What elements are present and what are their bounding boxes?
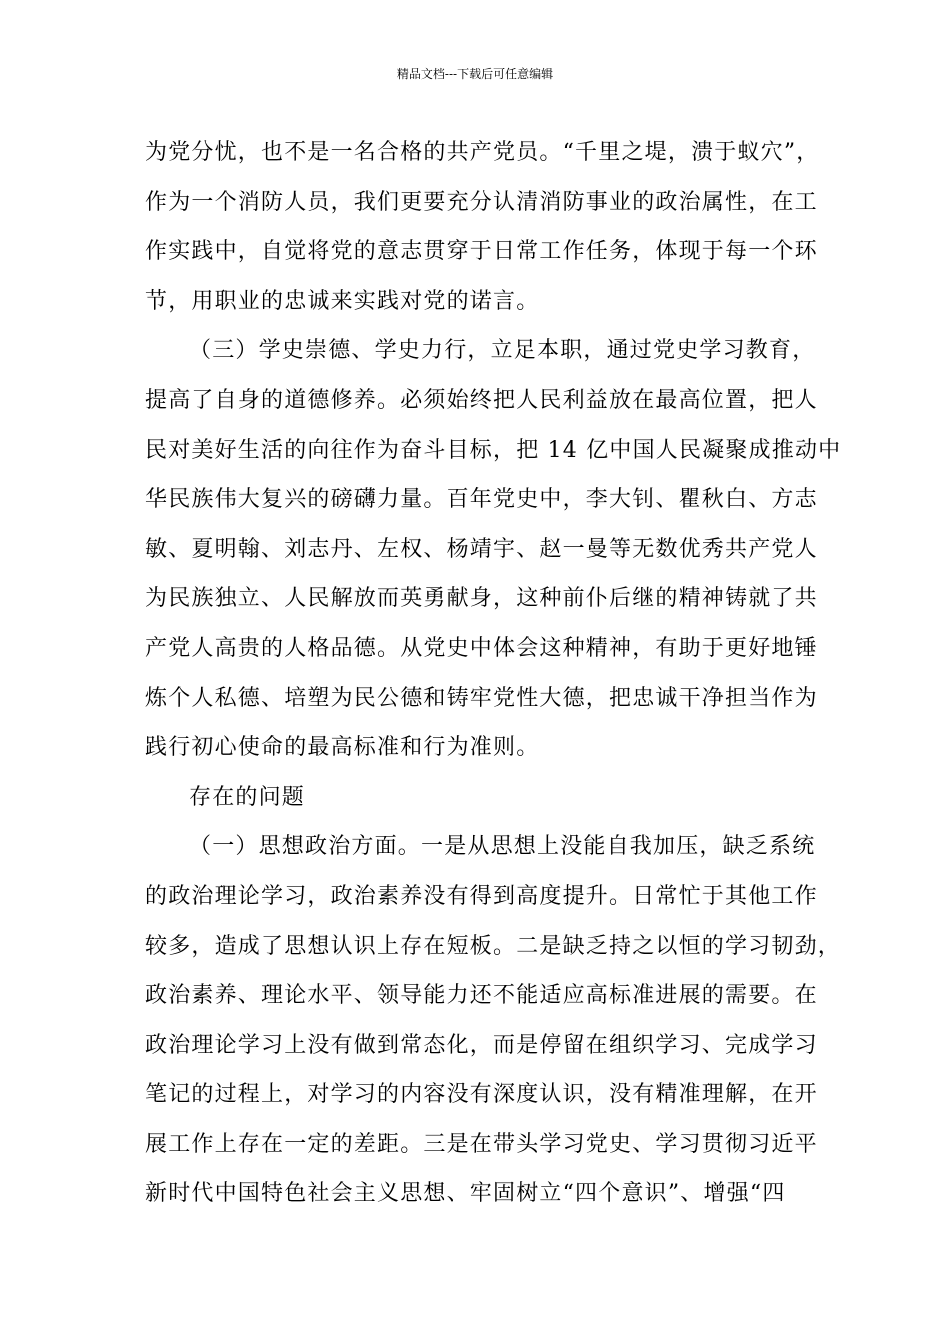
page-header: 精品文档---下载后可任意编辑 [396,67,554,81]
text-line: 较多，造成了思想认识上存在短板。二是缺乏持之以恒的学习韧劲， [145,933,842,959]
text-line: 作实践中，自觉将党的意志贯穿于日常工作任务，体现于每一个环 [145,239,818,265]
text-line: 政治理论学习上没有做到常态化，而是停留在组织学习、完成学习 [145,1032,818,1058]
text-line: 政治素养、理论水平、领导能力还不能适应高标准进展的需要。在 [145,983,818,1009]
text-line: 产党人高贵的人格品德。从党史中体会这种精神，有助于更好地锤 [145,635,818,661]
text-line: 新时代中国特色社会主义思想、牢固树立“四个意识”、增强“四 [145,1181,786,1207]
paragraph-start-line: （一）思想政治方面。一是从思想上没能自我加压，缺乏系统 [189,834,816,860]
text-line: 民对美好生活的向往作为奋斗目标，把 14 亿中国人民凝聚成推动中 [145,437,842,463]
text-line: 炼个人私德、培塑为民公德和铸牢党性大德，把忠诚干净担当作为 [145,685,818,711]
text-line: 节，用职业的忠诚来实践对党的诺言。 [145,288,540,314]
text-line: 笔记的过程上，对学习的内容没有深度认识，没有精准理解，在开 [145,1082,818,1108]
text-line: 为民族独立、人民解放而英勇献身，这种前仆后继的精神铸就了共 [145,586,818,612]
text-line: 践行初心使命的最高标准和行为准则。 [145,735,540,761]
text-line: 展工作上存在一定的差距。三是在带头学习党史、学习贯彻习近平 [145,1131,818,1157]
paragraph-start-line: （三）学史崇德、学史力行，立足本职，通过党史学习教育， [189,338,816,364]
text-line: 的政治理论学习，政治素养没有得到高度提升。日常忙于其他工作 [145,883,818,909]
text-line: 为党分忧，也不是一名合格的共产党员。“千里之堤，溃于蚁穴”， [145,140,820,165]
text-line: 华民族伟大复兴的磅礴力量。百年党史中，李大钊、瞿秋白、方志 [145,487,818,513]
text-line: 敏、夏明翰、刘志丹、左权、杨靖宇、赵一曼等无数优秀共产党人 [145,536,818,562]
section-heading: 存在的问题 [189,784,306,810]
text-line: 提高了自身的道德修养。必须始终把人民利益放在最高位置，把人 [145,387,818,413]
document-body [145,128,842,1219]
text-line: 作为一个消防人员，我们更要充分认清消防事业的政治属性，在工 [145,189,818,215]
